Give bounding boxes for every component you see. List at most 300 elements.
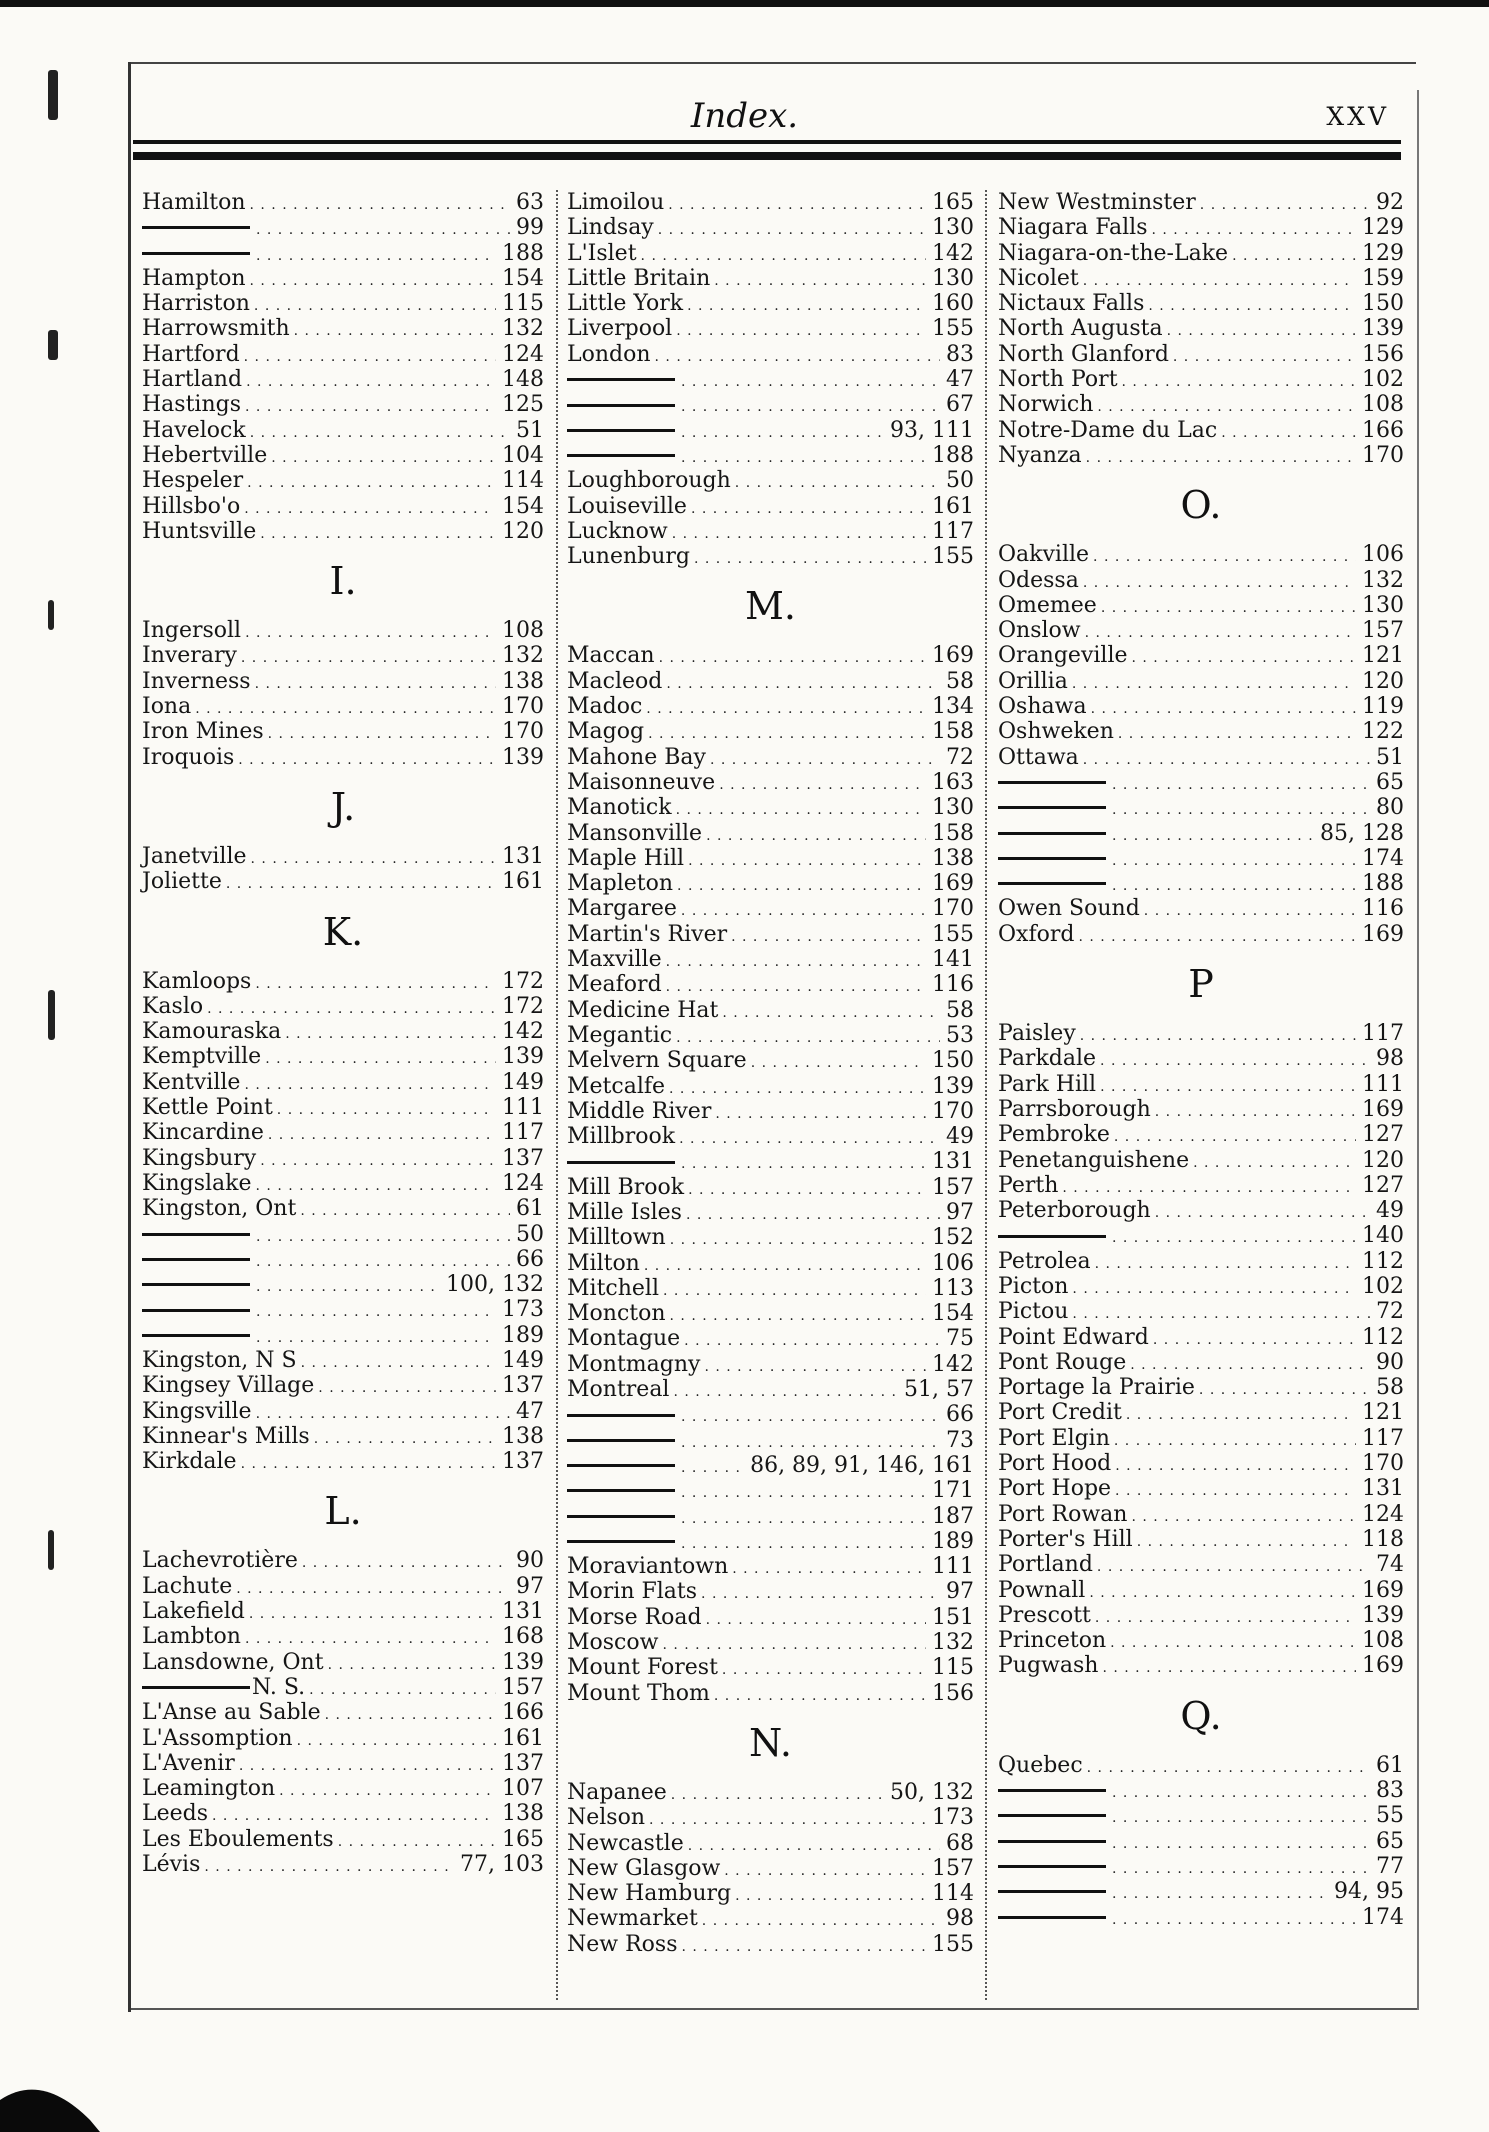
dot-leader [1112, 1829, 1370, 1857]
index-entry [567, 1655, 974, 1680]
index-entry [998, 719, 1404, 744]
place-name: Middle River [567, 1098, 712, 1124]
place-name: Oxford [998, 921, 1075, 947]
dot-leader [1080, 1021, 1356, 1049]
place-name: Havelock [142, 417, 246, 443]
place-name: Hartland [142, 367, 243, 393]
dot-leader [691, 494, 926, 522]
page-references: 122 [1362, 719, 1404, 745]
header-rule-thick [133, 152, 1401, 160]
page-references: 150 [932, 1048, 974, 1074]
place-name: Leeds [142, 1801, 209, 1827]
dot-leader [676, 1023, 940, 1051]
place-name: Kinnear's Mills [142, 1423, 310, 1449]
place-name: Lachute [142, 1573, 233, 1599]
page-references: 188 [1362, 871, 1404, 897]
ditto-dash [142, 226, 250, 229]
place-name: Port Rowan [998, 1501, 1128, 1527]
index-entry [142, 1399, 544, 1424]
index-entry [998, 1350, 1404, 1375]
place-name: Loughborough [567, 468, 731, 494]
dot-leader [250, 190, 511, 218]
index-continuation-row [567, 1529, 974, 1554]
page-references: 154 [502, 493, 544, 519]
place-name: Hillsbo'o [142, 493, 241, 519]
section-letter: K. [322, 909, 364, 954]
index-entry [998, 418, 1404, 443]
page-references: 189 [502, 1322, 544, 1348]
dot-leader [1089, 1578, 1356, 1606]
place-name: Kirkdale [142, 1449, 237, 1475]
index-entry [998, 367, 1404, 392]
place-name: Lambton [142, 1624, 241, 1650]
index-entry [142, 969, 544, 994]
place-name: Parkdale [998, 1046, 1097, 1072]
page-references: 55 [1376, 1803, 1404, 1829]
dot-leader [731, 922, 926, 950]
page-references: 115 [502, 291, 544, 317]
dot-leader [314, 1424, 496, 1452]
page-references: 170 [932, 1098, 974, 1124]
index-entry [142, 1700, 544, 1725]
dot-leader [256, 1272, 440, 1300]
page-references: 118 [1362, 1526, 1404, 1552]
index-continuation-row [142, 1222, 544, 1247]
page-references: 169 [1362, 1577, 1404, 1603]
place-name: Niagara Falls [998, 215, 1148, 241]
place-name: Newmarket [567, 1906, 698, 1932]
dot-leader [1221, 418, 1356, 446]
dot-leader [245, 618, 496, 646]
index-entry [142, 694, 544, 719]
page-references: 61 [516, 1196, 544, 1222]
page-references: 117 [502, 1120, 544, 1146]
place-name: Hastings [142, 392, 242, 418]
page-references: 111 [932, 1554, 974, 1580]
place-name: Onslow [998, 618, 1081, 644]
index-entry [142, 618, 544, 643]
dot-leader [681, 896, 926, 924]
place-name: Porter's Hill [998, 1526, 1133, 1552]
index-entry [998, 568, 1404, 593]
page-references: 188 [502, 240, 544, 266]
index-entry [142, 1044, 544, 1069]
ditto-dash [142, 1686, 250, 1689]
index-entry [142, 1019, 544, 1044]
place-name: L'Avenir [142, 1750, 235, 1776]
dot-leader [236, 1574, 510, 1602]
page-references: 50 [946, 468, 974, 494]
dot-leader [670, 1225, 926, 1253]
page-references: 139 [502, 1649, 544, 1675]
page-references: 63 [516, 190, 544, 215]
page-references: 106 [932, 1250, 974, 1276]
index-entry [998, 1299, 1404, 1324]
dot-leader [1132, 643, 1357, 671]
page-references: 152 [932, 1225, 974, 1251]
index-entry [567, 1831, 974, 1856]
dot-leader [648, 719, 926, 747]
place-name: Mount Thom [567, 1680, 710, 1706]
page-references: 49 [1376, 1198, 1404, 1224]
dot-leader [1101, 593, 1356, 621]
page-references: 49 [946, 1124, 974, 1150]
page-references: 169 [932, 643, 974, 669]
dot-leader [239, 1751, 496, 1779]
index-entry [998, 392, 1404, 417]
dot-leader [1232, 241, 1356, 269]
dot-leader [659, 643, 926, 671]
dot-leader [681, 392, 940, 420]
page-references: 149 [502, 1069, 544, 1095]
ditto-dash [567, 1489, 675, 1492]
index-column-1 [142, 190, 544, 1877]
place-name: Hespeler [142, 468, 244, 494]
dot-leader [241, 643, 496, 671]
dot-leader [241, 1449, 496, 1477]
index-entry [567, 998, 974, 1023]
page-references: 161 [502, 1725, 544, 1751]
dot-leader [715, 1099, 926, 1127]
place-name: Maple Hill [567, 845, 685, 871]
page-references: 102 [1362, 367, 1404, 393]
binding-mark [48, 600, 54, 630]
ditto-dash [998, 857, 1106, 860]
index-continuation-row [998, 1803, 1404, 1828]
dot-leader [1100, 1046, 1370, 1074]
place-name: Portland [998, 1552, 1093, 1578]
dot-leader [250, 266, 496, 294]
dot-leader [204, 1852, 454, 1880]
dot-leader [706, 821, 926, 849]
dot-leader [268, 719, 496, 747]
index-entry [142, 367, 544, 392]
dot-leader [681, 1453, 744, 1481]
page-references: 74 [1376, 1552, 1404, 1578]
place-name: Little York [567, 291, 684, 317]
dot-leader [285, 1019, 496, 1047]
index-entry [142, 392, 544, 417]
place-name: Pictou [998, 1299, 1069, 1325]
page-references: 120 [1362, 668, 1404, 694]
page-references: 97 [946, 1579, 974, 1605]
dot-leader [226, 869, 496, 897]
place-name: Notre-Dame du Lac [998, 417, 1218, 443]
place-name: L'Islet [567, 240, 637, 266]
place-name: Park Hill [998, 1071, 1097, 1097]
dot-leader [681, 367, 940, 395]
index-entry [567, 947, 974, 972]
place-name: Iona [142, 694, 192, 720]
ditto-dash [567, 1161, 675, 1164]
place-name: Pugwash [998, 1653, 1099, 1679]
index-entry [142, 316, 544, 341]
dot-leader [1148, 291, 1356, 319]
dot-leader [1112, 1879, 1328, 1907]
index-entry [567, 1099, 974, 1124]
dot-leader [666, 972, 926, 1000]
index-entry [142, 1424, 544, 1449]
dot-leader [1112, 871, 1356, 899]
place-name: Lansdowne, Ont [142, 1649, 324, 1675]
index-entry [142, 1624, 544, 1649]
dot-leader [662, 1630, 926, 1658]
index-continuation-row [142, 1323, 544, 1348]
page-references: 75 [946, 1326, 974, 1352]
place-name: Peterborough [998, 1198, 1151, 1224]
dot-leader [722, 998, 940, 1026]
dot-leader [1083, 266, 1356, 294]
page-references: 174 [1362, 1904, 1404, 1930]
dot-leader [1126, 1400, 1356, 1428]
index-entry [998, 1122, 1404, 1147]
dot-leader [1085, 618, 1356, 646]
index-entry [998, 1653, 1404, 1678]
index-entry [998, 922, 1404, 947]
place-name: London [567, 341, 651, 367]
place-name: Kincardine [142, 1120, 264, 1146]
dot-leader [714, 1681, 926, 1709]
dot-leader [663, 1276, 926, 1304]
place-name: New Westminster [998, 190, 1196, 215]
index-entry [567, 519, 974, 544]
index-entry [998, 1426, 1404, 1451]
place-name: Hamilton [142, 190, 246, 215]
place-name: Hampton [142, 265, 246, 291]
place-name: Louiseville [567, 493, 687, 519]
place-name: New Hamburg [567, 1881, 732, 1907]
page-references: 50, 132 [890, 1779, 974, 1805]
page-references: 77 [1376, 1853, 1404, 1879]
column-separator [985, 190, 988, 2000]
index-entry [142, 443, 544, 468]
index-entry [142, 1070, 544, 1095]
page-references: 156 [1362, 341, 1404, 367]
page-references: 58 [946, 668, 974, 694]
dot-leader [1083, 745, 1370, 773]
dot-leader [256, 1323, 496, 1351]
top-edge-rule [0, 0, 1489, 7]
place-name: Lévis [142, 1852, 201, 1878]
page-references: 112 [1362, 1324, 1404, 1350]
binding-mark [48, 990, 55, 1040]
dot-leader [681, 1529, 926, 1557]
section-letter: N. [749, 1720, 792, 1765]
page-references: 172 [502, 993, 544, 1019]
place-name: L'Assomption [142, 1725, 293, 1751]
dot-leader [722, 1655, 926, 1683]
page-references: 51 [1376, 744, 1404, 770]
page-references: 151 [932, 1604, 974, 1630]
page-references: 131 [932, 1149, 974, 1175]
index-entry [142, 994, 544, 1019]
dot-leader [724, 1856, 926, 1884]
index-continuation-row [567, 443, 974, 468]
place-name: Picton [998, 1273, 1069, 1299]
page-references: 170 [502, 719, 544, 745]
page-references: 114 [502, 468, 544, 494]
index-entry [567, 1932, 974, 1957]
dot-leader [256, 1171, 496, 1199]
dot-leader [641, 241, 926, 269]
index-entry [998, 1603, 1404, 1628]
place-name: Orillia [998, 668, 1068, 694]
page-references: 93, 111 [890, 417, 974, 443]
place-name: Maxville [567, 947, 662, 973]
page-references: 97 [516, 1573, 544, 1599]
page-references: 141 [932, 947, 974, 973]
dot-leader [671, 1780, 884, 1808]
page-references: 132 [932, 1630, 974, 1656]
index-entry [998, 316, 1404, 341]
index-entry [998, 1249, 1404, 1274]
place-name: Harriston [142, 291, 250, 317]
place-name: Margaree [567, 896, 677, 922]
place-name: Medicine Hat [567, 997, 719, 1023]
ditto-dash [142, 1283, 250, 1286]
page-references: 189 [932, 1528, 974, 1554]
place-name: Iroquois [142, 744, 235, 770]
place-name: Janetville [142, 843, 247, 869]
dot-leader [672, 519, 926, 547]
page-references: 130 [932, 795, 974, 821]
page-references: 50 [516, 1221, 544, 1247]
page-references: 68 [946, 1830, 974, 1856]
index-entry [567, 266, 974, 291]
page-references: 137 [502, 1373, 544, 1399]
index-continuation-row [567, 1402, 974, 1427]
index-entry [142, 1827, 544, 1852]
page-references: 171 [932, 1478, 974, 1504]
index-column-2 [567, 190, 974, 1957]
page-references: 131 [502, 1599, 544, 1625]
dot-leader [1112, 1223, 1356, 1251]
index-entry [998, 1097, 1404, 1122]
index-entry [998, 1325, 1404, 1350]
page-references: 98 [1376, 1046, 1404, 1072]
place-name: Limoilou [567, 190, 665, 215]
place-name: Napanee [567, 1779, 667, 1805]
place-name: Magog [567, 719, 645, 745]
index-entry [142, 1348, 544, 1373]
index-continuation-row [998, 1829, 1404, 1854]
index-column-3 [998, 190, 1404, 1930]
page-references: 169 [1362, 1653, 1404, 1679]
page-references: 66 [946, 1402, 974, 1428]
page-references: 159 [1362, 265, 1404, 291]
page-references: 108 [1362, 392, 1404, 418]
place-name: Nictaux Falls [998, 291, 1145, 317]
place-name: Montreal [567, 1377, 670, 1403]
page-references: 157 [932, 1174, 974, 1200]
dot-leader [1087, 1753, 1370, 1781]
dot-leader [1112, 1905, 1356, 1933]
place-name: Mitchell [567, 1275, 659, 1301]
dot-leader [666, 669, 940, 697]
place-name: Manotick [567, 795, 672, 821]
index-entry [142, 468, 544, 493]
index-entry [142, 1171, 544, 1196]
index-entry [998, 1628, 1404, 1653]
page-references: 121 [1362, 1400, 1404, 1426]
page-references: 117 [1362, 1425, 1404, 1451]
index-entry [567, 972, 974, 997]
page-references: 170 [1362, 1451, 1404, 1477]
dot-leader [1093, 542, 1356, 570]
page-references: 138 [502, 1801, 544, 1827]
place-name: Macleod [567, 668, 663, 694]
place-name: Inverness [142, 668, 251, 694]
dot-leader [687, 291, 926, 319]
index-entry [998, 745, 1404, 770]
dot-leader [681, 418, 884, 446]
page-references: 94, 95 [1334, 1879, 1404, 1905]
place-name: Morse Road [567, 1604, 702, 1630]
dot-leader [1086, 443, 1356, 471]
page-references: 120 [502, 518, 544, 544]
page-references: 134 [932, 694, 974, 720]
dot-leader [676, 316, 926, 344]
index-entry [567, 694, 974, 719]
dot-leader [673, 1377, 898, 1405]
index-entry [567, 1906, 974, 1931]
dot-leader [1130, 1350, 1370, 1378]
dot-leader [256, 1247, 510, 1275]
index-entry [998, 593, 1404, 618]
dot-leader [670, 1301, 926, 1329]
dot-leader [686, 1200, 940, 1228]
page-references: 156 [932, 1680, 974, 1706]
index-continuation-row [567, 1149, 974, 1174]
index-continuation-row [998, 821, 1404, 846]
place-name: Oshweken [998, 719, 1114, 745]
index-entry [567, 1200, 974, 1225]
index-entry [567, 846, 974, 871]
page-references: 65 [1376, 769, 1404, 795]
section-letter: I. [329, 559, 357, 604]
index-entry [142, 643, 544, 668]
dot-leader [255, 969, 496, 997]
dot-leader [751, 1048, 926, 1076]
ditto-dash [567, 1464, 675, 1467]
page-references: 142 [932, 240, 974, 266]
dot-leader [254, 291, 496, 319]
index-entry [142, 1196, 544, 1221]
ditto-dash [567, 454, 675, 457]
index-entry [142, 1776, 544, 1801]
index-continuation-row [567, 392, 974, 417]
page-references: 115 [932, 1655, 974, 1681]
index-entry [998, 896, 1404, 921]
dot-leader [1155, 1097, 1356, 1125]
dot-leader [681, 443, 926, 471]
index-continuation-row [567, 1504, 974, 1529]
page-references: 161 [502, 869, 544, 895]
dot-leader [250, 418, 510, 446]
place-name: Lachevrotière [142, 1548, 298, 1574]
place-name: Little Britain [567, 265, 711, 291]
dot-leader [301, 1348, 496, 1376]
dot-leader [1153, 1325, 1356, 1353]
ditto-dash [142, 1309, 250, 1312]
page-references: 149 [502, 1347, 544, 1373]
place-name: Hartford [142, 341, 240, 367]
page-references: 158 [932, 820, 974, 846]
dot-leader [309, 1675, 496, 1703]
page-references: 169 [1362, 921, 1404, 947]
page-references: 119 [1362, 694, 1404, 720]
page-references: 124 [1362, 1501, 1404, 1527]
